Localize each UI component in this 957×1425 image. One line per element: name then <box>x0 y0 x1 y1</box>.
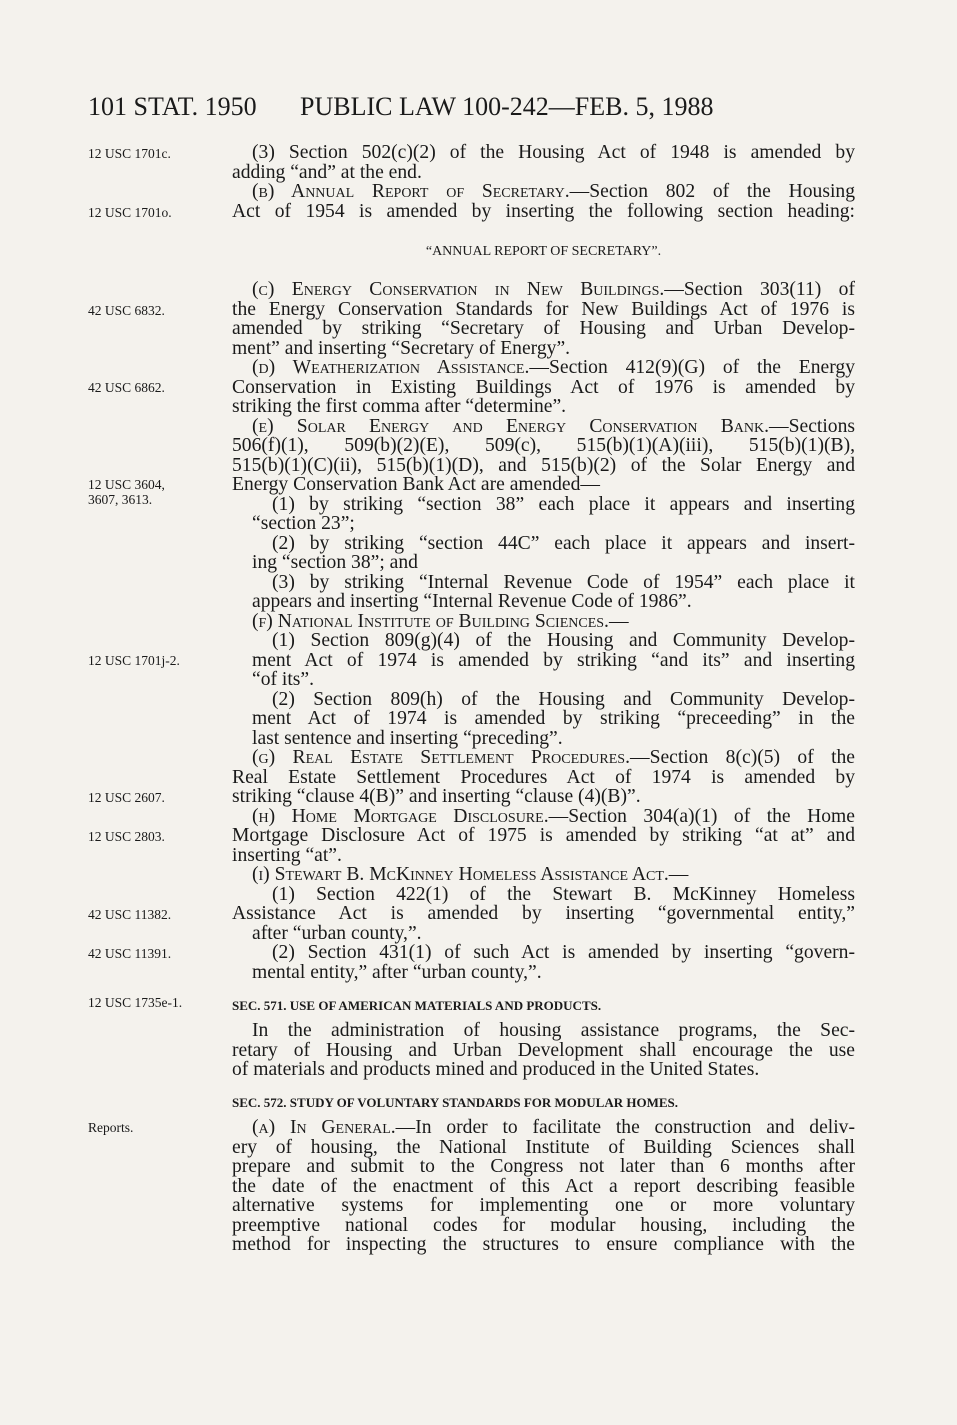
margin-note: 12 USC 1735e-1. <box>88 995 183 1010</box>
text-line: ment Act of 1974 is amended by striking “preceeding” in the <box>252 709 855 729</box>
section-572-heading: SEC. 572. STUDY OF VOLUNTARY STANDARDS FOR MODULAR HOMES. <box>232 1095 679 1110</box>
section-571-heading: SEC. 571. USE OF AMERICAN MATERIALS AND PRODUCTS. <box>232 998 602 1013</box>
margin-note: 3607, 3613. <box>88 492 153 507</box>
margin-note: 12 USC 3604, <box>88 477 165 492</box>
margin-note: 12 USC 2607. <box>88 790 165 805</box>
text-line: (d) Weatherization Assistance.—Section 412(9)(G) of the Energy <box>252 358 855 378</box>
text-line: of materials and products mined and produced in the United States. <box>232 1060 760 1080</box>
text-line: prepare and submit to the Congress not later than 6 months after <box>232 1157 855 1177</box>
page-reference: 101 STAT. 1950 <box>88 92 257 121</box>
text-line: ment Act of 1974 is amended by striking “and its” and inserting <box>252 651 855 671</box>
text-line: Assistance Act is amended by inserting “governmental entity,” <box>232 904 855 924</box>
text-line: appears and inserting “Internal Revenue Code of 1986”. <box>252 592 692 612</box>
text-line: striking the first comma after “determine”. <box>232 397 567 417</box>
subsection-heading: (a) In General. <box>252 1118 396 1138</box>
section-heading: “ANNUAL REPORT OF SECRETARY”. <box>425 244 662 259</box>
text-line: last sentence and inserting “preceding”. <box>252 729 563 749</box>
subsection-heading: (h) Home Mortgage Disclosure. <box>252 807 549 827</box>
text-line: (c) Energy Conservation in New Buildings.—Section 303(11) of <box>252 280 855 300</box>
text-line: (1) Section 422(1) of the Stewart B. McKinney Homeless <box>272 885 855 905</box>
text-line: Real Estate Settlement Procedures Act of 1974 is amended by <box>232 768 855 788</box>
subsection-heading: (i) Stewart B. McKinney Homeless Assistance Act. <box>252 865 669 885</box>
text-line: (h) Home Mortgage Disclosure.—Section 304(a)(1) of the Home <box>252 807 855 827</box>
subsection-heading: (g) Real Estate Settlement Procedures. <box>252 748 630 768</box>
text-line: ery of housing, the National Institute of Building Sciences shall <box>232 1138 855 1158</box>
text-line: ing “section 38”; and <box>252 553 418 573</box>
text-line: adding “and” at the end. <box>232 163 422 183</box>
margin-note: 42 USC 6832. <box>88 303 165 318</box>
text-line: (e) Solar Energy and Energy Conservation Bank.—Sections <box>252 417 855 437</box>
text-line: inserting “at”. <box>232 846 342 866</box>
text-line: In the administration of housing assistance programs, the Sec- <box>252 1021 855 1041</box>
text-line: (b) Annual Report of Secretary.—Section 802 of the Housing <box>252 182 855 202</box>
subsection-heading: (b) Annual Report of Secretary. <box>252 182 570 202</box>
text-line: (2) Section 809(h) of the Housing and Community Develop- <box>272 690 855 710</box>
subsection-heading: (e) Solar Energy and Energy Conservation Bank. <box>252 417 769 437</box>
text-line: method for inspecting the structures to ensure compliance with the <box>232 1235 855 1255</box>
text-line: Conservation in Existing Buildings Act of 1976 is amended by <box>232 378 855 398</box>
text-line: (1) by striking “section 38” each place it appears and inserting <box>272 495 855 515</box>
text-line: striking “clause 4(B)” and inserting “clause (4)(B)”. <box>232 787 641 807</box>
text-line: (a) In General.—In order to facilitate the construction and deliv- <box>252 1118 855 1138</box>
subsection-heading: (c) Energy Conservation in New Buildings. <box>252 280 665 300</box>
text-line: 506(f)(1), 509(b)(2)(E), 509(c), 515(b)(1)(A)(iii), 515(b)(1)(B), <box>232 436 855 456</box>
margin-note: 12 USC 2803. <box>88 829 165 844</box>
text-line: (i) Stewart B. McKinney Homeless Assistance Act.— <box>252 865 689 885</box>
text-line: after “urban county,”. <box>252 924 422 944</box>
text-line: Act of 1954 is amended by inserting the following section heading: <box>232 202 855 222</box>
text-line: alternative systems for implementing one or more voluntary <box>232 1196 855 1216</box>
margin-note: 42 USC 6862. <box>88 380 165 395</box>
margin-note: 42 USC 11391. <box>88 946 172 961</box>
text-line: the Energy Conservation Standards for New Buildings Act of 1976 is <box>232 300 855 320</box>
margin-note: Reports. <box>88 1120 134 1135</box>
text-line: (1) Section 809(g)(4) of the Housing and Community Develop- <box>272 631 855 651</box>
subsection-heading: (d) Weatherization Assistance. <box>252 358 530 378</box>
margin-note: 12 USC 1701c. <box>88 146 171 161</box>
text-line: 515(b)(1)(C)(ii), 515(b)(1)(D), and 515(b)(2) of the Solar Energy and <box>232 456 855 476</box>
text-line: retary of Housing and Urban Development shall encourage the use <box>232 1041 855 1061</box>
text-line: the date of the enactment of this Act a report describing feasible <box>232 1177 855 1197</box>
text-line: (3) Section 502(c)(2) of the Housing Act of 1948 is amended by <box>252 143 855 163</box>
text-line: Mortgage Disclosure Act of 1975 is amended by striking “at at” and <box>232 826 855 846</box>
text-line: preemptive national codes for modular housing, including the <box>232 1216 855 1236</box>
subsection-heading: (f) National Institute of Building Sciences. <box>252 612 609 632</box>
margin-note: 12 USC 1701o. <box>88 205 172 220</box>
margin-note: 42 USC 11382. <box>88 907 172 922</box>
text-line: (f) National Institute of Building Sciences.— <box>252 612 629 632</box>
text-line: (2) Section 431(1) of such Act is amended by inserting “govern- <box>272 943 855 963</box>
text-line: (2) by striking “section 44C” each place it appears and insert- <box>272 534 855 554</box>
text-line: mental entity,” after “urban county,”. <box>252 963 542 983</box>
law-title: PUBLIC LAW 100-242—FEB. 5, 1988 <box>300 92 714 121</box>
text-line: “section 23”; <box>252 514 355 534</box>
text-line: Energy Conservation Bank Act are amended— <box>232 475 601 495</box>
text-line: (g) Real Estate Settlement Procedures.—Section 8(c)(5) of the <box>252 748 855 768</box>
text-line: (3) by striking “Internal Revenue Code of 1954” each place it <box>272 573 855 593</box>
text-line: ment” and inserting “Secretary of Energy”. <box>232 339 571 359</box>
text-line: amended by striking “Secretary of Housing and Urban Develop- <box>232 319 855 339</box>
text-line: “of its”. <box>252 670 315 690</box>
margin-note: 12 USC 1701j-2. <box>88 653 180 668</box>
